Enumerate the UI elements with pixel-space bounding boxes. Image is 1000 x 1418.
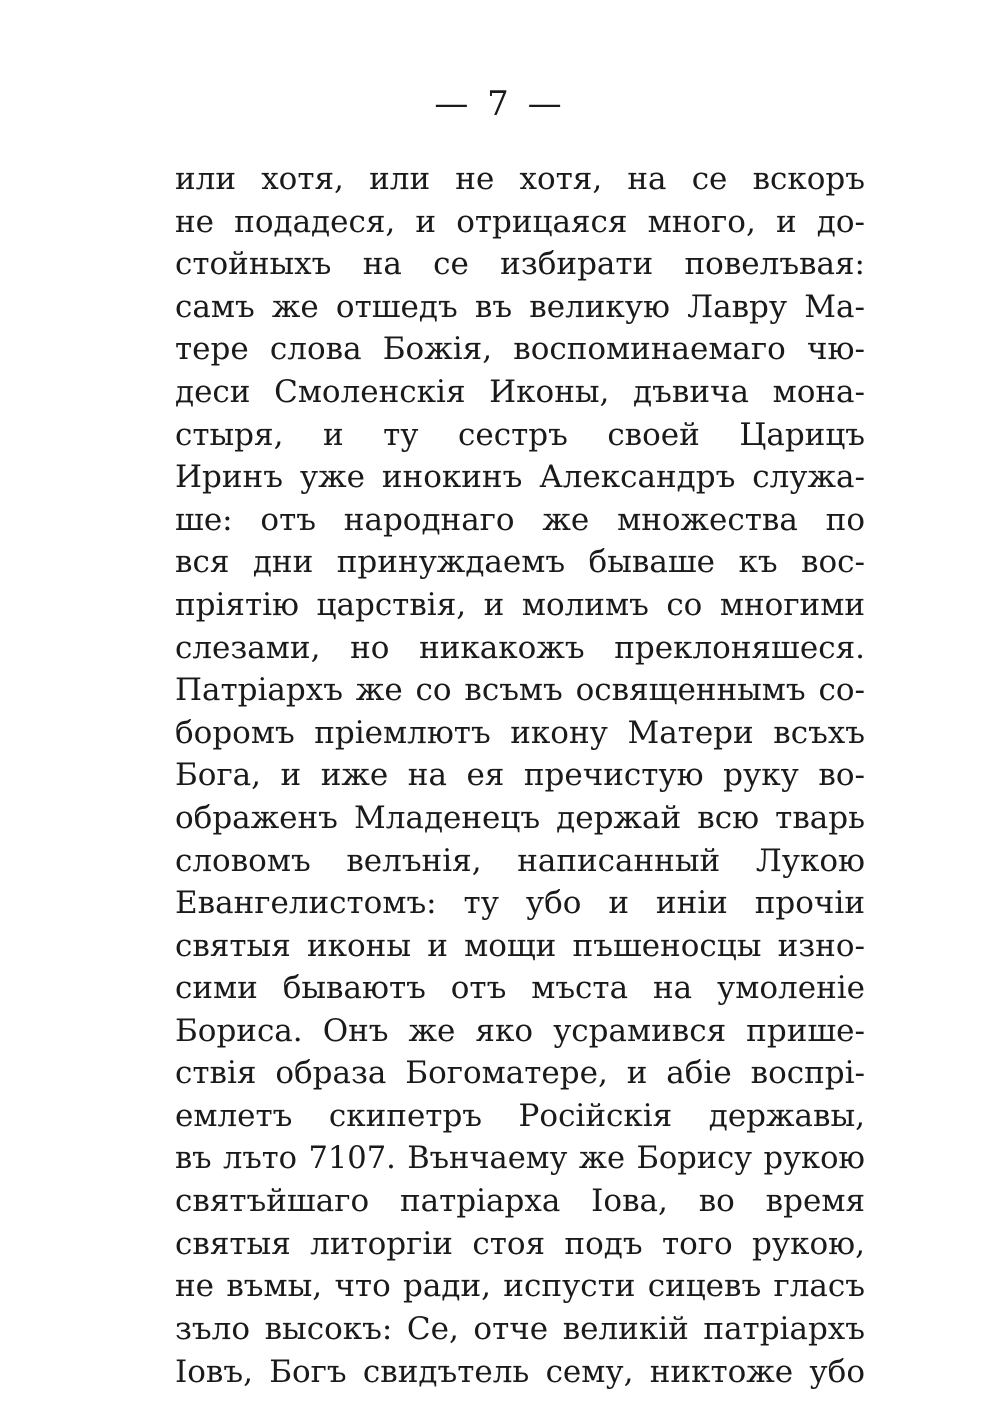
text-line: вся дни принуждаемъ бываше къ вос- [175,544,865,581]
page-number: — 7 — [434,84,566,124]
text-line: слезами, но никакожъ преклоняшеся. [175,629,865,666]
text-line: Патріархъ же со всъмъ освященнымъ со- [175,672,865,709]
text-line: или хотя, или не хотя, на се вскоръ [175,161,865,197]
text-line: стойныхъ на се избирати повелъвая: [175,246,865,283]
text-line: не въмы, что ради, испусти сицевъ гласъ [175,1268,865,1305]
text-line: тере слова Божія, воспоминаемаго чю- [175,331,865,368]
text-line: словомъ велънія, написанный Лукою [175,842,865,879]
text-line: Иринъ уже инокинъ Александръ служа- [175,459,865,496]
text-line: пріятію царствія, и молимъ со многими [175,586,865,623]
text-line: боромъ пріемлютъ икону Матери всъхъ [175,714,865,751]
text-line: ствія образа Богоматере, и абіе воспрі- [175,1055,865,1092]
text-line: Бориса. Онъ же яко усрамився прише- [175,1012,865,1049]
text-line: зъло высокъ: Се, отче великій патріархъ [175,1311,865,1348]
text-line: ше: отъ народнаго же множества по [175,501,865,538]
text-line: сими бываютъ отъ мъста на умоленіе [175,970,865,1007]
text-line: емлетъ скипетръ Російскія державы, [175,1098,865,1135]
text-line: въ лъто 7107. Вънчаему же Борису рукою [175,1140,865,1176]
text-line: святыя литоргіи стоя подъ того рукою, [175,1225,865,1262]
text-line: стыря, и ту сестръ своей Царицъ [175,416,865,453]
text-line: святъйшаго патріарха Іова, во время [175,1183,865,1220]
text-line: ображенъ Младенецъ держай всю тварь [175,799,865,836]
text-line: Евангелистомъ: ту убо и иніи прочіи [175,885,865,922]
text-line: деси Смоленскія Иконы, дъвича мона- [175,373,865,410]
body-text [175,158,865,1393]
text-line: не подадеся, и отрицаяся много, и до- [175,203,865,240]
text-line: Іовъ, Богъ свидътель сему, никтоже убо [175,1353,865,1390]
text-line: Бога, и иже на ея пречистую руку во- [175,757,865,794]
text-line: святыя иконы и мощи пъшеносцы изно- [175,927,865,964]
text-line: самъ же отшедъ въ великую Лавру Ма- [175,288,865,325]
